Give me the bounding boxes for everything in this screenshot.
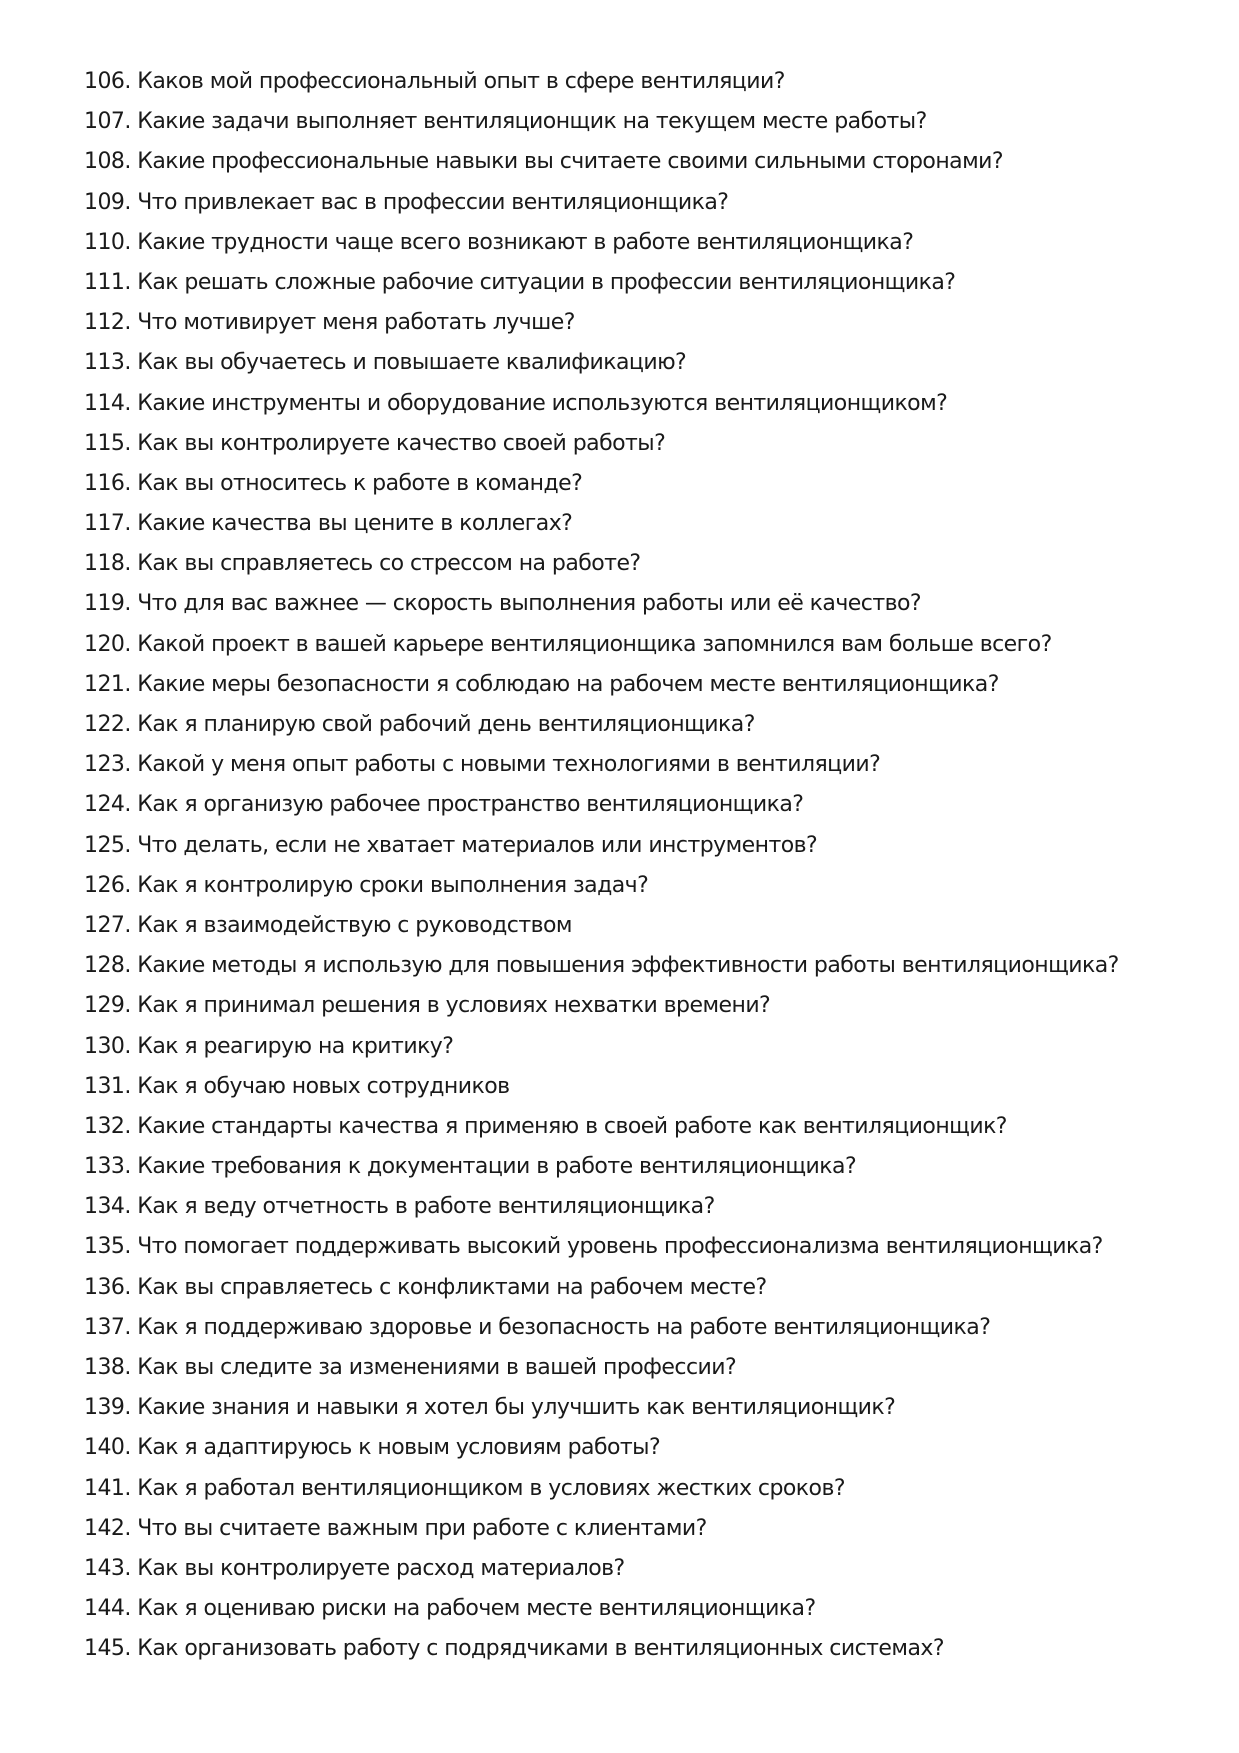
question-item xyxy=(84,62,1184,102)
question-number: 109. xyxy=(84,189,131,215)
question-item xyxy=(84,102,1184,142)
question-item xyxy=(84,1629,1184,1669)
question-text: Как вы справляетесь с конфликтами на рабочем месте? xyxy=(137,1274,767,1300)
question-number: 111. xyxy=(84,269,131,295)
question-number: 115. xyxy=(84,430,131,456)
question-item xyxy=(84,584,1184,624)
question-number: 121. xyxy=(84,671,131,697)
question-text: Какие профессиональные навыки вы считаете своими сильными сторонами? xyxy=(137,149,1004,175)
question-number: 126. xyxy=(84,872,131,898)
question-number: 116. xyxy=(84,470,131,496)
question-number: 128. xyxy=(84,953,131,979)
question-number: 145. xyxy=(84,1636,131,1662)
question-number: 132. xyxy=(84,1113,131,1139)
question-number: 134. xyxy=(84,1194,131,1220)
question-item xyxy=(84,464,1184,504)
question-item xyxy=(84,142,1184,182)
question-item xyxy=(84,1549,1184,1589)
question-number: 122. xyxy=(84,712,131,737)
question-number: 118. xyxy=(84,551,131,577)
question-item xyxy=(84,625,1184,665)
question-text: Как я принимал решения в условиях нехватки времени? xyxy=(137,993,771,1019)
question-item xyxy=(84,1428,1184,1468)
question-number: 120. xyxy=(84,631,131,657)
question-item xyxy=(84,424,1184,464)
question-number: 133. xyxy=(84,1154,131,1180)
question-item xyxy=(84,745,1184,785)
question-item xyxy=(84,1027,1184,1067)
question-text: Какие знания и навыки я хотел бы улучшить как вентиляционщик? xyxy=(137,1395,896,1421)
question-number: 140. xyxy=(84,1435,131,1461)
question-text: Что вы считаете важным при работе с клиентами? xyxy=(137,1515,707,1541)
question-text: Какие меры безопасности я соблюдаю на рабочем месте вентиляционщика? xyxy=(137,671,999,697)
question-text: Какие трудности чаще всего возникают в работе вентиляционщика? xyxy=(137,229,914,255)
question-item xyxy=(84,866,1184,906)
question-item xyxy=(84,183,1184,223)
question-item xyxy=(84,384,1184,424)
question-text: Что мотивирует меня работать лучше? xyxy=(137,310,575,336)
question-number: 110. xyxy=(84,229,131,255)
question-text: Какие задачи выполняет вентиляционщик на текущем месте работы? xyxy=(137,109,927,135)
question-text: Какой у меня опыт работы с новыми технологиями в вентиляции? xyxy=(137,752,881,778)
question-number: 144. xyxy=(84,1596,131,1622)
question-item xyxy=(84,1589,1184,1629)
question-item xyxy=(84,1227,1184,1267)
question-text: Как я поддерживаю здоровье и безопасность на работе вентиляционщика? xyxy=(137,1314,991,1340)
question-item xyxy=(84,1067,1184,1107)
question-text: Как я работал вентиляционщиком в условиях жестких сроков? xyxy=(137,1475,845,1501)
question-text: Как я контролирую сроки выполнения задач? xyxy=(137,872,649,898)
question-number: 136. xyxy=(84,1274,131,1300)
question-text: Как решать сложные рабочие ситуации в профессии вентиляционщика? xyxy=(137,269,956,295)
question-text: Как организовать работу с подрядчиками в вентиляционных системах? xyxy=(137,1636,944,1662)
question-number: 112. xyxy=(84,310,131,336)
question-text: Как я оцениваю риски на рабочем месте вентиляционщика? xyxy=(137,1596,816,1622)
question-number: 106. xyxy=(84,69,131,94)
question-item xyxy=(84,303,1184,343)
question-item xyxy=(84,1268,1184,1308)
question-number: 131. xyxy=(84,1073,131,1099)
question-item xyxy=(84,1308,1184,1348)
question-text: Как вы контролируете качество своей работы? xyxy=(137,430,666,456)
question-item xyxy=(84,946,1184,986)
question-item xyxy=(84,705,1184,745)
question-number: 137. xyxy=(84,1314,131,1340)
question-text: Как я веду отчетность в работе вентиляционщика? xyxy=(137,1194,715,1220)
question-text: Какие стандарты качества я применяю в своей работе как вентиляционщик? xyxy=(137,1113,1007,1139)
question-number: 141. xyxy=(84,1475,131,1501)
question-text: Какой проект в вашей карьере вентиляционщика запомнился вам больше всего? xyxy=(137,631,1052,657)
question-text: Как я адаптируюсь к новым условиям работы? xyxy=(137,1435,661,1461)
question-item xyxy=(84,1469,1184,1509)
question-text: Как вы справляетесь со стрессом на работе? xyxy=(137,551,641,577)
question-number: 117. xyxy=(84,511,131,537)
question-number: 130. xyxy=(84,1033,131,1059)
question-number: 127. xyxy=(84,912,131,938)
question-text: Каков мой профессиональный опыт в сфере вентиляции? xyxy=(137,69,785,94)
question-text: Как я планирую свой рабочий день вентиляционщика? xyxy=(137,712,755,737)
question-number: 113. xyxy=(84,350,131,376)
question-item xyxy=(84,223,1184,263)
question-number: 129. xyxy=(84,993,131,1019)
question-number: 119. xyxy=(84,591,131,617)
question-number: 139. xyxy=(84,1395,131,1421)
question-text: Как я обучаю новых сотрудников xyxy=(137,1073,510,1099)
question-text: Как я взаимодействую с руководством xyxy=(137,912,572,938)
question-item xyxy=(84,1388,1184,1428)
question-text: Какие требования к документации в работе вентиляционщика? xyxy=(137,1154,857,1180)
question-number: 124. xyxy=(84,792,131,818)
question-text: Что привлекает вас в профессии вентиляционщика? xyxy=(137,189,729,215)
question-item xyxy=(84,785,1184,825)
question-text: Как вы относитесь к работе в команде? xyxy=(137,470,583,496)
question-list xyxy=(84,62,1184,1670)
question-text: Как я организую рабочее пространство вентиляционщика? xyxy=(137,792,804,818)
question-number: 108. xyxy=(84,149,131,175)
question-text: Как вы обучаетесь и повышаете квалификацию? xyxy=(137,350,687,376)
question-item xyxy=(84,1348,1184,1388)
question-item xyxy=(84,343,1184,383)
question-number: 138. xyxy=(84,1355,131,1380)
question-text: Какие методы я использую для повышения эффективности работы вентиляционщика? xyxy=(137,953,1119,979)
question-item xyxy=(84,1187,1184,1227)
question-text: Что делать, если не хватает материалов или инструментов? xyxy=(137,832,818,858)
question-item xyxy=(84,665,1184,705)
question-item xyxy=(84,1509,1184,1549)
question-number: 107. xyxy=(84,109,131,135)
question-text: Что помогает поддерживать высокий уровень профессионализма вентиляционщика? xyxy=(137,1234,1103,1260)
question-item xyxy=(84,504,1184,544)
question-text: Что для вас важнее — скорость выполнения работы или её качество? xyxy=(137,591,922,617)
question-item xyxy=(84,263,1184,303)
question-item xyxy=(84,544,1184,584)
question-text: Как вы контролируете расход материалов? xyxy=(137,1555,625,1581)
question-number: 125. xyxy=(84,832,131,858)
question-item xyxy=(84,986,1184,1026)
question-item xyxy=(84,1107,1184,1147)
question-text: Какие качества вы цените в коллегах? xyxy=(137,511,573,537)
question-item xyxy=(84,1147,1184,1187)
question-item xyxy=(84,826,1184,866)
question-number: 142. xyxy=(84,1515,131,1541)
question-text: Как я реагирую на критику? xyxy=(137,1033,454,1059)
question-item xyxy=(84,906,1184,946)
question-text: Как вы следите за изменениями в вашей профессии? xyxy=(137,1355,737,1380)
question-number: 114. xyxy=(84,390,131,416)
question-number: 123. xyxy=(84,752,131,778)
question-number: 143. xyxy=(84,1555,131,1581)
question-text: Какие инструменты и оборудование используются вентиляционщиком? xyxy=(137,390,948,416)
question-number: 135. xyxy=(84,1234,131,1260)
